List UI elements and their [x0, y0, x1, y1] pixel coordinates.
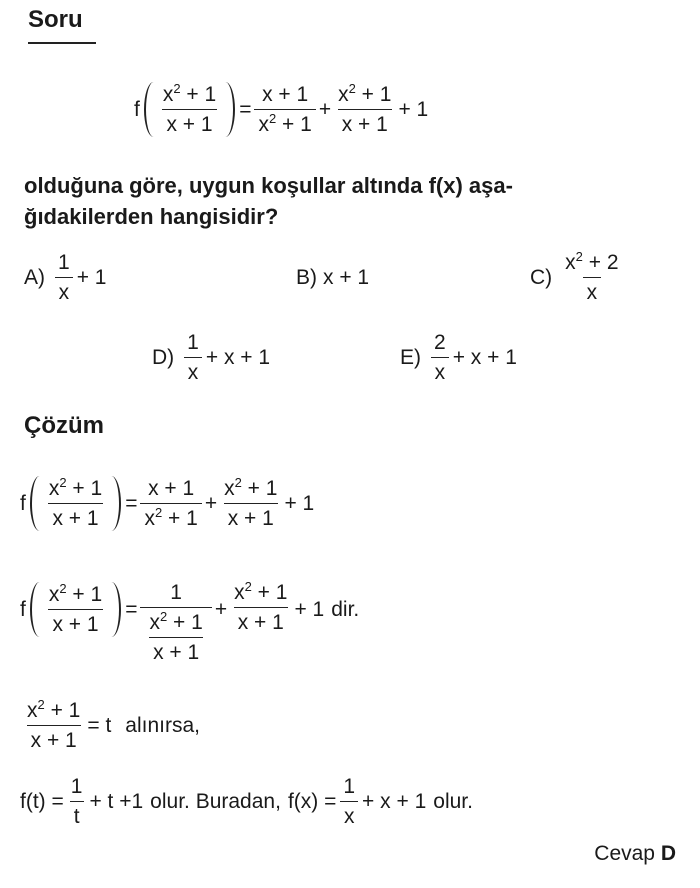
option-e: E) $\frac{2}{x}$ + x + 1: [400, 331, 517, 384]
solution-step-2: f $\frac{x^2 + 1}{x + 1}$ = $\frac{1}{\frac{x^2 + 1}{x + 1}}$ + $\frac{x^2 + 1}{x + 1}$ + 1 dir.: [20, 579, 360, 664]
question-line-1: olduğuna göre, uygun koşullar altında f(x) aşa-: [24, 173, 513, 198]
solution-step-1: f $\frac{x^2 + 1}{x + 1}$ = $\frac{x + 1}{x^2 + 1}$ + $\frac{x^2 + 1}{x + 1}$ + 1: [20, 475, 315, 530]
cevap-label: Cevap: [594, 842, 655, 865]
solution-substitution: $\frac{x^2 + 1}{x + 1}$ = t alınırsa,: [27, 697, 200, 752]
question-line-2: ğıdakilerden hangisidir?: [24, 204, 279, 229]
option-c: C) $\frac{x^2 + 2}{x}$: [530, 249, 619, 304]
option-b-label: B): [296, 266, 317, 289]
alinirsa-text: alınırsa,: [125, 713, 200, 737]
option-c-label: C): [530, 265, 553, 289]
dir-text: dir.: [331, 598, 360, 621]
option-b-value: x + 1: [323, 266, 370, 289]
olur-text: olur.: [433, 789, 473, 813]
soru-underline: [28, 42, 96, 44]
solution-result: f(t) = $\frac{1}{t}$ + t +1 olur. Buradan, f(x) = $\frac{1}{x}$ + x + 1 olur.: [20, 775, 473, 828]
option-a: A) $\frac{1}{x}$ + 1: [24, 251, 107, 304]
option-e-label: E): [400, 345, 421, 369]
soru-heading: Soru: [28, 6, 83, 33]
cevap-letter: D: [660, 842, 676, 865]
question-text: [24, 170, 513, 232]
option-b: [296, 266, 369, 290]
answer-line: [594, 842, 676, 866]
option-d-label: D): [152, 345, 175, 369]
olur-buradan-text: olur. Buradan,: [150, 789, 281, 813]
option-a-label: A): [24, 265, 45, 289]
cozum-heading: Çözüm: [24, 412, 104, 439]
option-d: D) $\frac{1}{x}$ + x + 1: [152, 331, 271, 384]
question-equation: f $\frac{x^2 + 1}{x + 1}$ = $\frac{x + 1}{x^2 + 1}$ + $\frac{x^2 + 1}{x + 1}$ + 1: [134, 81, 429, 136]
